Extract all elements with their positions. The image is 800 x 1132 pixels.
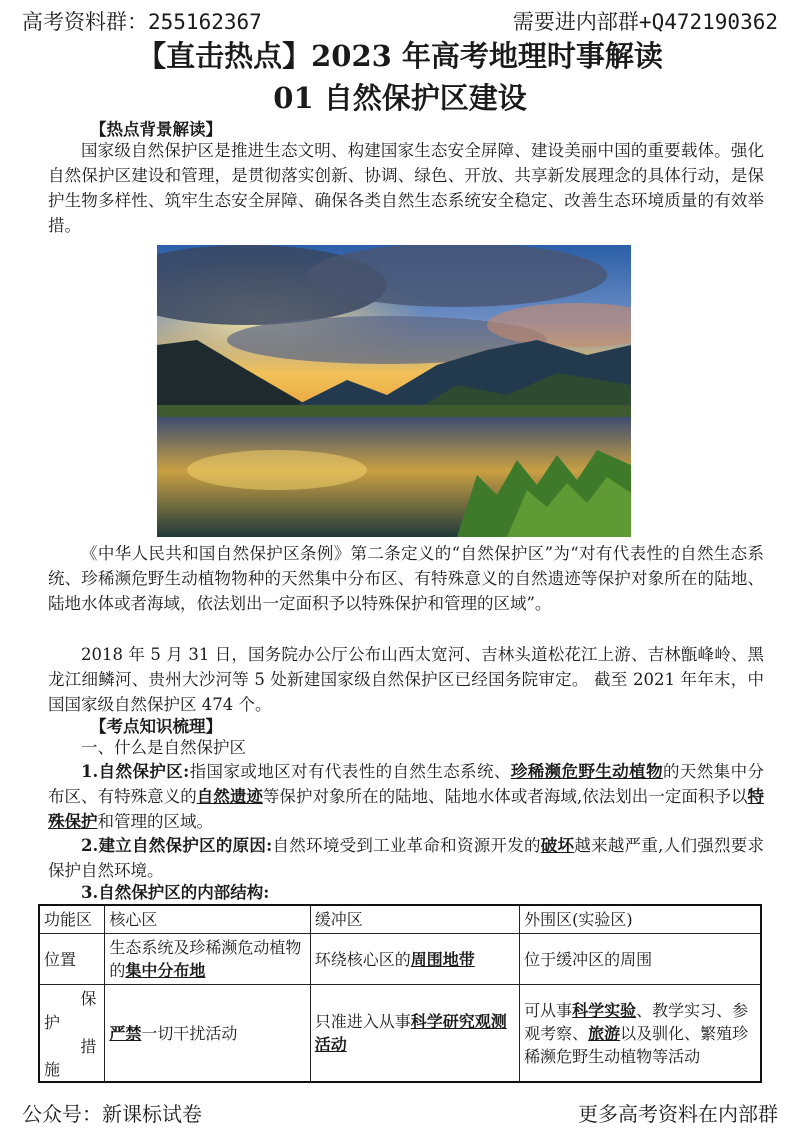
definition-key-special-protection: 特殊保护 bbox=[48, 787, 765, 831]
structure-lead: 3.自然保护区的内部结构: bbox=[81, 883, 270, 902]
outer-measures-key-tourism: 旅游 bbox=[588, 1023, 621, 1043]
cell-buffer-measures bbox=[310, 985, 519, 1083]
outer-measures-text-a: 可从事 bbox=[524, 1000, 573, 1020]
structure-paragraph bbox=[48, 880, 764, 905]
document-subtitle: 01 自然保护区建设 bbox=[273, 81, 527, 115]
definition-text-d: 和管理的区域。 bbox=[97, 812, 213, 831]
cell-buffer-location bbox=[310, 934, 519, 985]
core-measures-text: 一切干扰活动 bbox=[141, 1023, 238, 1043]
landscape-illustration bbox=[157, 245, 631, 537]
definition-key-relics: 自然遗迹 bbox=[196, 787, 263, 806]
header-function-zone: 功能区 bbox=[39, 905, 105, 934]
reason-text-a: 自然环境受到工业革命和资源开发的 bbox=[272, 836, 541, 855]
reason-paragraph bbox=[48, 833, 764, 883]
header-group-number: 高考资料群：255162367 bbox=[22, 10, 262, 34]
measures-char-2: 护 bbox=[44, 1013, 61, 1032]
measures-char-4: 施 bbox=[44, 1060, 61, 1079]
row-label-measures bbox=[39, 985, 105, 1083]
background-heading: 【热点背景解读】 bbox=[90, 120, 222, 139]
buffer-measures-key: 科学研究观测活动 bbox=[314, 1012, 507, 1054]
definition-text-a: 指国家或地区对有代表性的自然生态系统、 bbox=[189, 762, 511, 781]
core-location-text: 生态系统及珍稀濒危动植物的 bbox=[109, 938, 302, 980]
outer-measures-text-b: 、教学实习、参观考察、 bbox=[524, 1000, 749, 1043]
cell-outer-location: 位于缓冲区的周围 bbox=[520, 934, 761, 985]
definition-text-c: 等保护对象所在的陆地、陆地水体或者海域,依法划出一定面积予以 bbox=[262, 787, 748, 806]
header-buffer-zone: 缓冲区 bbox=[310, 905, 519, 934]
page-footer bbox=[22, 1096, 778, 1126]
nature-reserve-photo bbox=[157, 245, 631, 537]
knowledge-subheading-1: 一、什么是自然保护区 bbox=[81, 738, 246, 757]
core-measures-key: 严禁 bbox=[109, 1023, 142, 1043]
table-row-location bbox=[39, 934, 761, 985]
knowledge-heading: 【考点知识梳理】 bbox=[90, 717, 222, 736]
background-paragraph-3: 2018 年 5 月 31 日，国务院办公厅公布山西太宽河、吉林头道松花江上游、吉林甑峰岭、黑龙江细鳞河、贵州大沙河等 5 处新建国家级自然保护区已经国务院审定。 截至 2021 年年末，中国国家级自然保护区 474 个。 bbox=[48, 645, 764, 714]
buffer-location-key: 周围地带 bbox=[410, 949, 475, 969]
footer-account: 公众号：新课标试卷 bbox=[22, 1102, 202, 1126]
footer-note: 更多高考资料在内部群 bbox=[578, 1102, 778, 1126]
reason-lead: 2.建立自然保护区的原因: bbox=[81, 836, 273, 855]
core-location-key: 集中分布地 bbox=[125, 961, 206, 980]
header-contact: 需要进内部群+Q472190362 bbox=[512, 10, 778, 34]
outer-measures-text-c: 以及驯化、繁殖珍稀濒危野生动植物等活动 bbox=[524, 1023, 749, 1066]
measures-char-1: 保 bbox=[80, 989, 97, 1008]
header-experimental-zone: 外围区(实验区) bbox=[520, 905, 761, 934]
table-header-row bbox=[39, 905, 761, 934]
buffer-location-text: 环绕核心区的 bbox=[314, 949, 411, 969]
page-header bbox=[22, 2, 778, 36]
outer-measures-key-experiment: 科学实验 bbox=[572, 1000, 637, 1020]
header-core-zone: 核心区 bbox=[105, 905, 310, 934]
reserve-structure-table bbox=[38, 904, 762, 1083]
definition-paragraph bbox=[48, 759, 764, 834]
background-paragraph-1: 国家级自然保护区是推进生态文明、构建国家生态安全屏障、建设美丽中国的重要载体。强化自然保护区建设和管理，是贯彻落实创新、协调、绿色、开放、共享新发展理念的具体行动，是保护生物多样性、筑牢生态安全屏障、确保各类自然生态系统安全稳定、改善生态环境质量的有效举措。 bbox=[48, 141, 764, 235]
cell-outer-measures bbox=[520, 985, 761, 1083]
definition-lead: 1.自然保护区: bbox=[81, 762, 190, 781]
cell-core-measures bbox=[105, 985, 310, 1083]
background-paragraph-2: 《中华人民共和国自然保护区条例》第二条定义的“自然保护区”为“对有代表性的自然生态系统、珍稀濒危野生动植物物种的天然集中分布区、有特殊意义的自然遗迹等保护对象所在的陆地、陆地水体或者海域，依法划出一定面积予以特殊保护和管理的区域”。 bbox=[48, 544, 764, 613]
reason-key-damage: 破坏 bbox=[540, 836, 575, 855]
reason-text-b: 越来越严重,人们强烈要求保护自然环境。 bbox=[48, 836, 765, 880]
buffer-measures-text: 只准进入从事 bbox=[314, 1012, 411, 1031]
row-label-location: 位置 bbox=[39, 934, 105, 985]
table-row-measures bbox=[39, 985, 761, 1083]
measures-char-3: 措 bbox=[80, 1037, 97, 1056]
document-title: 【直击热点】2023 年高考地理时事解读 bbox=[137, 39, 663, 73]
definition-text-b: 的天然集中分布区、有特殊意义的 bbox=[48, 762, 765, 806]
cell-core-location bbox=[105, 934, 310, 985]
definition-key-wildlife: 珍稀濒危野生动植物 bbox=[510, 762, 663, 781]
